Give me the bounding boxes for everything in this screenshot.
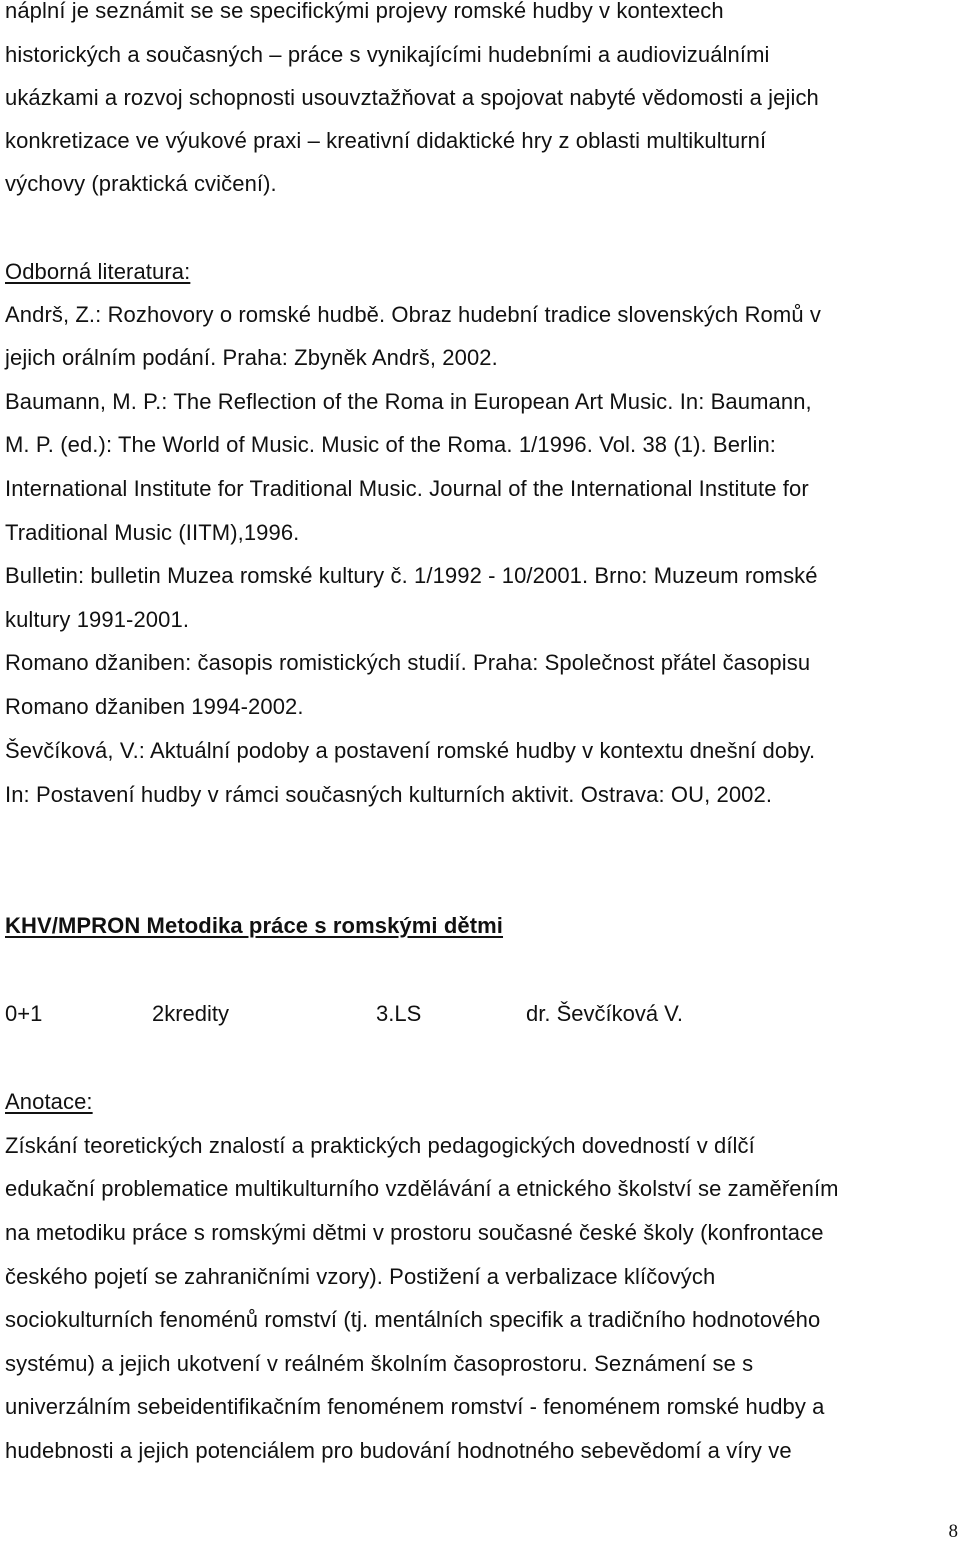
annotation-line: edukační problematice multikulturního vzdělávání a etnického školství se zaměřením	[5, 1176, 839, 1201]
literature-line: M. P. (ed.): The World of Music. Music of the Roma. 1/1996. Vol. 38 (1). Berlin:	[5, 432, 776, 457]
course-title: KHV/MPRON Metodika práce s romskými dětmi	[5, 913, 504, 938]
intro-line: výchovy (praktická cvičení).	[5, 171, 277, 196]
literature-line: Traditional Music (IITM),1996.	[5, 520, 300, 545]
annotation-heading: Anotace:	[5, 1089, 93, 1114]
annotation-line: na metodiku práce s romskými dětmi v prostoru současné české školy (konfrontace	[5, 1220, 824, 1245]
course-semester: 3.LS	[376, 1001, 422, 1026]
literature-line: kultury 1991-2001.	[5, 607, 190, 632]
annotation-line: univerzálním sebeidentifikačním fenoménem romství - fenoménem romské hudby a	[5, 1394, 825, 1419]
course-teacher: dr. Ševčíková V.	[526, 1001, 683, 1026]
annotation-line: českého pojetí se zahraničními vzory). Postižení a verbalizace klíčových	[5, 1264, 716, 1289]
intro-line: ukázkami a rozvoj schopnosti usouvztažňovat a spojovat nabyté vědomosti a jejich	[5, 85, 819, 110]
literature-line: Romano džaniben 1994-2002.	[5, 694, 304, 719]
literature-heading: Odborná literatura:	[5, 259, 191, 284]
literature-line: Baumann, M. P.: The Reflection of the Roma in European Art Music. In: Baumann,	[5, 389, 812, 414]
literature-line: Romano džaniben: časopis romistických studií. Praha: Společnost přátel časopisu	[5, 650, 811, 675]
literature-line: Andrš, Z.: Rozhovory o romské hudbě. Obraz hudební tradice slovenských Romů v	[5, 302, 821, 327]
annotation-line: sociokulturních fenoménů romství (tj. mentálních specifik a tradičního hodnotového	[5, 1307, 821, 1332]
intro-line: konkretizace ve výukové praxi – kreativní didaktické hry z oblasti multikulturní	[5, 128, 767, 153]
literature-line: In: Postavení hudby v rámci současných kulturních aktivit. Ostrava: OU, 2002.	[5, 782, 773, 807]
page-number: 8	[948, 1521, 958, 1542]
intro-line: historických a současných – práce s vynikajícími hudebními a audiovizuálními	[5, 42, 770, 67]
course-hours: 0+1	[5, 1001, 43, 1026]
course-credits: 2kredity	[152, 1001, 230, 1026]
literature-line: Bulletin: bulletin Muzea romské kultury č. 1/1992 - 10/2001. Brno: Muzeum romské	[5, 563, 818, 588]
literature-line: Ševčíková, V.: Aktuální podoby a postavení romské hudby v kontextu dnešní doby.	[5, 738, 816, 763]
annotation-line: systému) a jejich ukotvení v reálném školním časoprostoru. Seznámení se s	[5, 1351, 754, 1376]
literature-line: International Institute for Traditional Music. Journal of the International Institute for	[5, 476, 809, 501]
annotation-line: Získání teoretických znalostí a praktických pedagogických dovedností v dílčí	[5, 1133, 755, 1158]
annotation-line: hudebnosti a jejich potenciálem pro budování hodnotného sebevědomí a víry ve	[5, 1438, 792, 1463]
literature-line: jejich orálním podání. Praha: Zbyněk Andrš, 2002.	[5, 345, 498, 370]
intro-line: náplní je seznámit se se specifickými projevy romské hudby v kontextech	[5, 0, 724, 23]
